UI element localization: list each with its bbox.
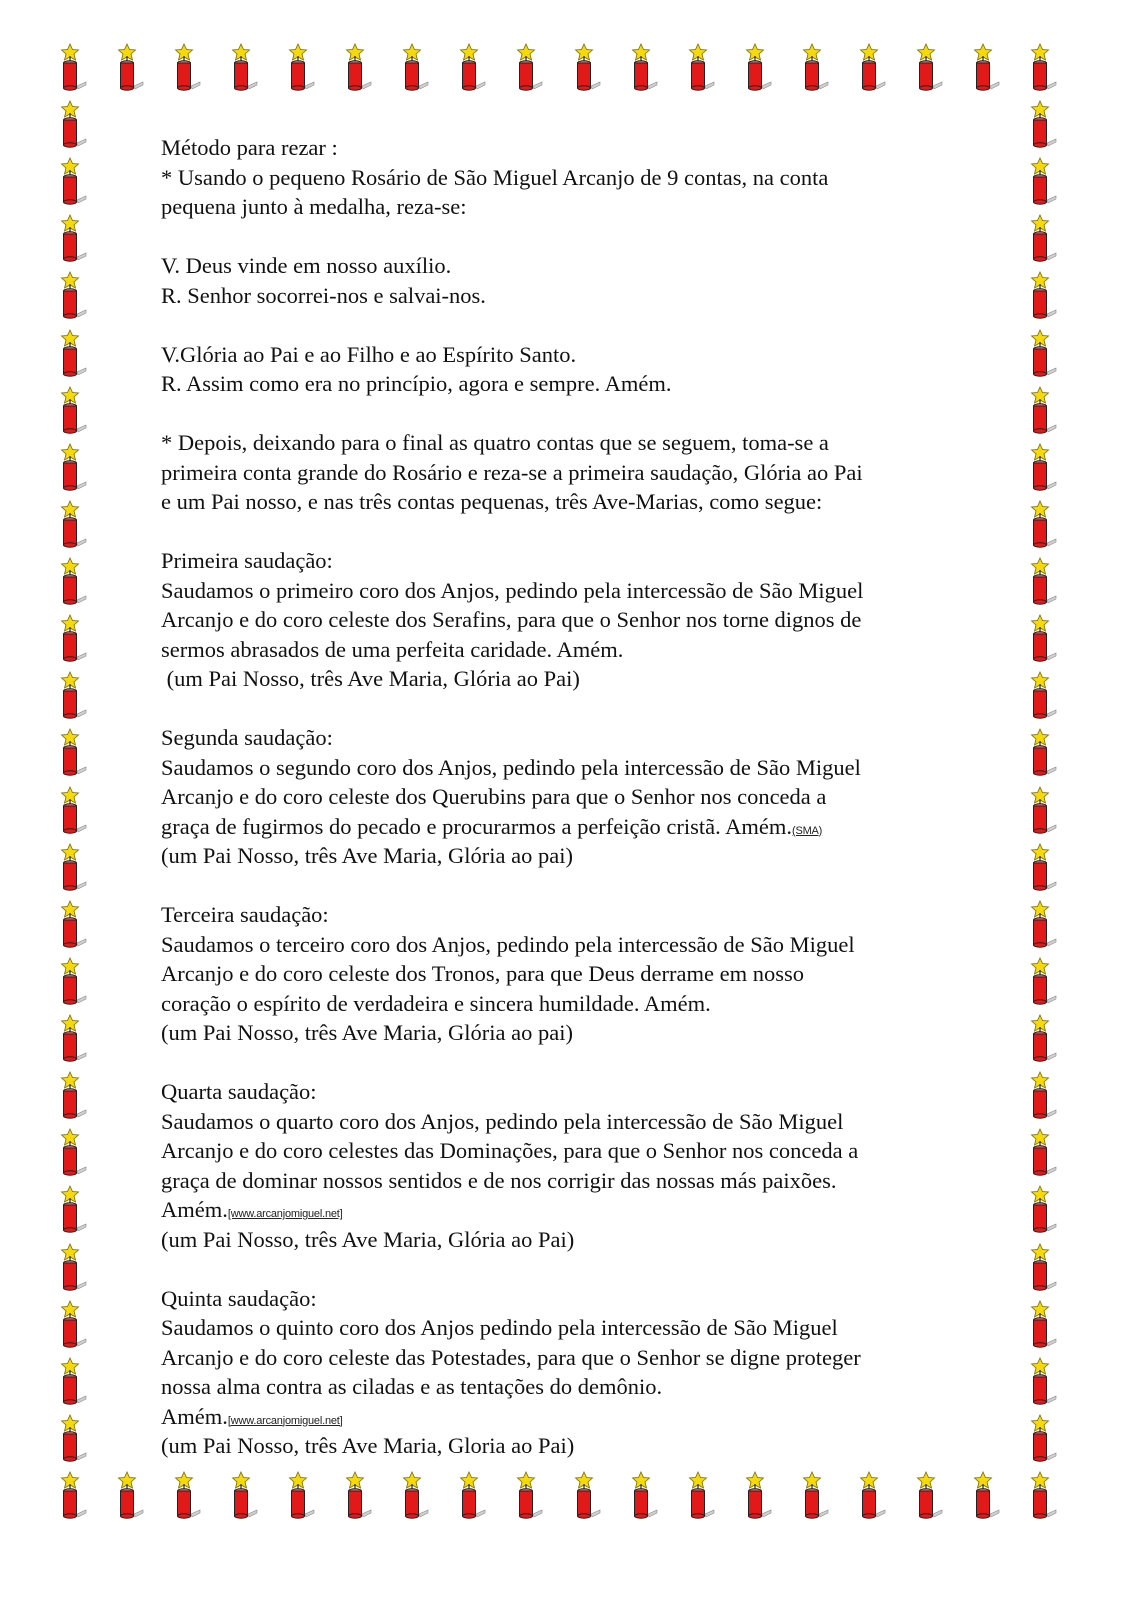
firecracker-candle-icon	[623, 1470, 659, 1520]
source-link[interactable]: (SMA)	[791, 824, 823, 837]
firecracker-candle-icon	[1022, 99, 1058, 149]
firecracker-candle-icon	[1022, 1242, 1058, 1292]
firecracker-candle-icon	[223, 42, 259, 92]
firecracker-candle-icon	[52, 842, 88, 892]
firecracker-candle-icon	[851, 42, 887, 92]
text-line: Saudamos o segundo coro dos Anjos, pedindo pela intercessão de São Miguel	[161, 754, 861, 780]
firecracker-candle-icon	[737, 1470, 773, 1520]
line-text: graça de fugirmos do pecado e procurarmos a perfeição cristã. Amém.	[161, 813, 792, 839]
firecracker-candle-icon	[337, 1470, 373, 1520]
firecracker-candle-icon	[1022, 1299, 1058, 1349]
firecracker-candle-icon	[394, 42, 430, 92]
firecracker-candle-icon	[1022, 785, 1058, 835]
blank-line	[161, 310, 991, 340]
text-line: Quarta saudação:	[161, 1079, 317, 1104]
text-line: Terceira saudação:	[161, 902, 329, 927]
firecracker-candle-icon	[1022, 1470, 1058, 1520]
blank-line	[161, 1048, 991, 1078]
firecracker-candle-icon	[166, 42, 202, 92]
text-line: (um Pai Nosso, três Ave Maria, Gloria ao Pai)	[161, 1433, 575, 1458]
firecracker-candle-icon	[52, 670, 88, 720]
blank-line	[161, 517, 991, 547]
text-line: R. Assim como era no princípio, agora e sempre. Amém.	[161, 371, 672, 396]
firecracker-candle-icon	[794, 42, 830, 92]
firecracker-candle-icon	[623, 42, 659, 92]
firecracker-candle-icon	[1022, 156, 1058, 206]
firecracker-candle-icon	[851, 1470, 887, 1520]
firecracker-candle-icon	[52, 1470, 88, 1520]
line-text: Amém.	[161, 1197, 228, 1222]
firecracker-candle-icon	[680, 42, 716, 92]
firecracker-candle-icon	[52, 1070, 88, 1120]
firecracker-candle-icon	[1022, 1127, 1058, 1177]
firecracker-candle-icon	[1022, 899, 1058, 949]
text-line: (um Pai Nosso, três Ave Maria, Glória ao Pai)	[161, 1226, 575, 1252]
text-line: Arcanjo e do coro celestes das Dominações, para que o Senhor nos conceda a	[161, 1138, 859, 1163]
firecracker-candle-icon	[1022, 670, 1058, 720]
text-line: Método para rezar :	[161, 135, 338, 160]
firecracker-candle-icon	[337, 42, 373, 92]
text-line: V. Deus vinde em nosso auxílio.	[161, 253, 452, 278]
text-line: sermos abrasados de uma perfeita caridade. Amém.	[161, 636, 624, 662]
blank-line	[161, 871, 991, 901]
firecracker-candle-icon	[908, 1470, 944, 1520]
firecracker-candle-icon	[52, 42, 88, 92]
firecracker-candle-icon	[52, 442, 88, 492]
text-line	[161, 812, 991, 842]
text-line: V.Glória ao Pai e ao Filho e ao Espírito Santo.	[161, 341, 577, 367]
firecracker-candle-icon	[1022, 556, 1058, 606]
firecracker-candle-icon	[109, 42, 145, 92]
firecracker-candle-icon	[1022, 842, 1058, 892]
firecracker-candle-icon	[52, 1184, 88, 1234]
firecracker-candle-icon	[451, 1470, 487, 1520]
firecracker-candle-icon	[52, 99, 88, 149]
text-line: pequena junto à medalha, reza-se:	[161, 194, 467, 219]
firecracker-candle-icon	[566, 42, 602, 92]
firecracker-candle-icon	[52, 613, 88, 663]
firecracker-candle-icon	[109, 1470, 145, 1520]
firecracker-candle-icon	[1022, 42, 1058, 92]
text-line: (um Pai Nosso, três Ave Maria, Glória ao pai)	[161, 843, 573, 868]
text-line: Saudamos o quinto coro dos Anjos pedindo pela intercessão de São Miguel	[161, 1315, 838, 1340]
firecracker-candle-icon	[52, 1356, 88, 1406]
text-line: (um Pai Nosso, três Ave Maria, Glória ao pai)	[161, 1020, 573, 1045]
firecracker-candle-icon	[1022, 727, 1058, 777]
firecracker-candle-icon	[1022, 270, 1058, 320]
firecracker-candle-icon	[394, 1470, 430, 1520]
text-line: Arcanjo e do coro celeste dos Serafins, para que o Senhor nos torne dignos de	[161, 607, 862, 632]
text-line: Quinta saudação:	[161, 1285, 317, 1311]
firecracker-candle-icon	[52, 328, 88, 378]
text-line: R. Senhor socorrei-nos e salvai-nos.	[161, 282, 486, 308]
firecracker-candle-icon	[52, 385, 88, 435]
text-line: Saudamos o terceiro coro dos Anjos, pedindo pela intercessão de São Miguel	[161, 931, 855, 957]
source-link[interactable]: [www.arcanjomiguel.net]	[227, 1208, 343, 1220]
firecracker-candle-icon	[451, 42, 487, 92]
firecracker-candle-icon	[737, 42, 773, 92]
text-line: Arcanjo e do coro celeste dos Querubins para que o Senhor nos conceda a	[161, 784, 827, 809]
firecracker-candle-icon	[280, 42, 316, 92]
firecracker-candle-icon	[52, 499, 88, 549]
firecracker-candle-icon	[965, 1470, 1001, 1520]
source-link[interactable]: [www.arcanjomiguel.net]	[227, 1414, 343, 1427]
line-text: Amém.	[161, 1403, 228, 1429]
firecracker-candle-icon	[1022, 1413, 1058, 1463]
firecracker-candle-icon	[52, 1013, 88, 1063]
firecracker-candle-icon	[1022, 1070, 1058, 1120]
blank-line	[161, 1254, 991, 1284]
text-line: Saudamos o quarto coro dos Anjos, pedindo pela intercessão de São Miguel	[161, 1108, 844, 1134]
firecracker-candle-icon	[1022, 1013, 1058, 1063]
firecracker-candle-icon	[566, 1470, 602, 1520]
text-line: Arcanjo e do coro celeste dos Tronos, para que Deus derrame em nosso	[161, 961, 804, 986]
firecracker-candle-icon	[1022, 328, 1058, 378]
firecracker-candle-icon	[52, 156, 88, 206]
blank-line	[161, 399, 991, 429]
firecracker-candle-icon	[1022, 956, 1058, 1006]
firecracker-candle-icon	[52, 727, 88, 777]
firecracker-candle-icon	[908, 42, 944, 92]
blank-line	[161, 694, 991, 724]
text-line: Arcanjo e do coro celeste das Potestades, para que o Senhor se digne proteger	[161, 1344, 861, 1370]
blank-line	[161, 222, 991, 252]
firecracker-candle-icon	[1022, 499, 1058, 549]
firecracker-candle-icon	[508, 1470, 544, 1520]
text-line: Saudamos o primeiro coro dos Anjos, pedindo pela intercessão de São Miguel	[161, 577, 864, 603]
text-line: primeira conta grande do Rosário e reza-se a primeira saudação, Glória ao Pai	[161, 459, 863, 485]
firecracker-candle-icon	[52, 270, 88, 320]
text-line: * Usando o pequeno Rosário de São Miguel Arcanjo de 9 contas, na conta	[161, 164, 829, 190]
firecracker-candle-icon	[52, 1413, 88, 1463]
firecracker-candle-icon	[1022, 442, 1058, 492]
text-line: Segunda saudação:	[161, 725, 333, 750]
text-line: Primeira saudação:	[161, 548, 333, 573]
firecracker-candle-icon	[1022, 1356, 1058, 1406]
firecracker-candle-icon	[52, 899, 88, 949]
text-line: coração o espírito de verdadeira e sincera humildade. Amém.	[161, 990, 711, 1016]
firecracker-candle-icon	[1022, 385, 1058, 435]
text-line	[161, 1402, 991, 1432]
firecracker-candle-icon	[52, 556, 88, 606]
firecracker-candle-icon	[52, 785, 88, 835]
firecracker-candle-icon	[965, 42, 1001, 92]
text-line	[161, 1195, 991, 1225]
firecracker-candle-icon	[223, 1470, 259, 1520]
firecracker-candle-icon	[52, 956, 88, 1006]
firecracker-candle-icon	[508, 42, 544, 92]
firecracker-candle-icon	[1022, 613, 1058, 663]
firecracker-candle-icon	[52, 213, 88, 263]
text-line: nossa alma contra as ciladas e as tentações do demônio.	[161, 1374, 663, 1399]
firecracker-candle-icon	[280, 1470, 316, 1520]
text-line: e um Pai nosso, e nas três contas pequenas, três Ave-Marias, como segue:	[161, 489, 823, 514]
firecracker-candle-icon	[52, 1242, 88, 1292]
firecracker-candle-icon	[794, 1470, 830, 1520]
text-line: (um Pai Nosso, três Ave Maria, Glória ao Pai)	[161, 666, 580, 691]
text-line: * Depois, deixando para o final as quatro contas que se seguem, toma-se a	[161, 430, 829, 455]
text-line: graça de dominar nossos sentidos e de nos corrigir das nossas más paixões.	[161, 1167, 837, 1193]
prayer-text	[161, 133, 991, 1461]
firecracker-candle-icon	[680, 1470, 716, 1520]
firecracker-candle-icon	[52, 1299, 88, 1349]
firecracker-candle-icon	[1022, 213, 1058, 263]
firecracker-candle-icon	[52, 1127, 88, 1177]
firecracker-candle-icon	[166, 1470, 202, 1520]
firecracker-candle-icon	[1022, 1184, 1058, 1234]
